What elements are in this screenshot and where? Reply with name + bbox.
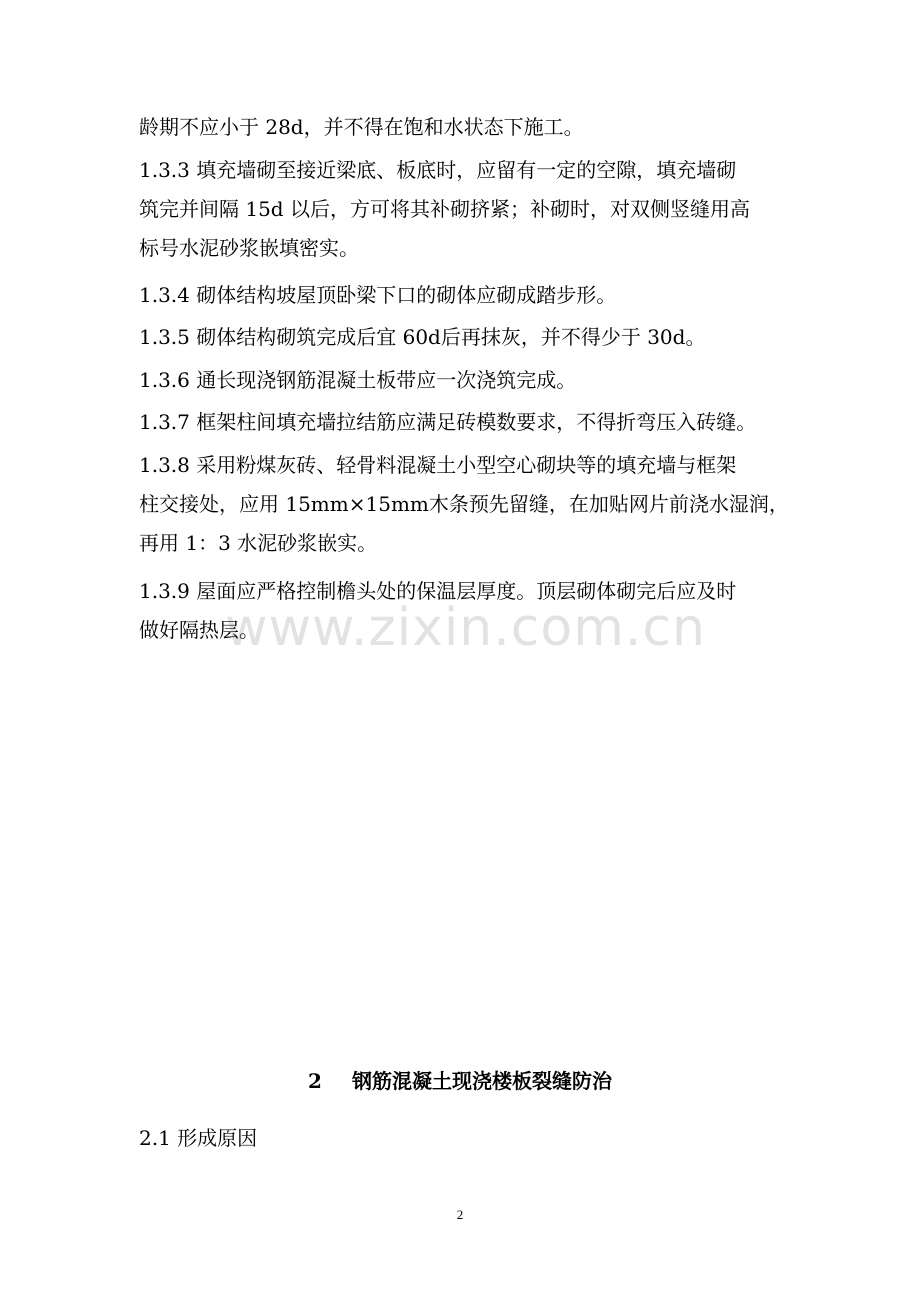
text-line: 1.3.7 框架柱间填充墙拉结筋应满足砖模数要求，不得折弯压入砖缝。 [139,410,757,434]
paragraph [139,446,789,563]
text-line: 1.3.8 采用粉煤灰砖、轻骨料混凝土小型空心砌块等的填充墙与框架 [139,453,737,477]
text-line: 柱交接处，应用 15mm×15mm木条预先留缝，在加贴网片前浇水湿润， [139,492,789,516]
paragraph [139,572,789,650]
text-line: 1.3.4 砌体结构坡屋顶卧梁下口的砌体应砌成踏步形。 [139,283,617,307]
text-line: 筑完并间隔 15d 以后，方可将其补砌挤紧；补砌时，对双侧竖缝用高 [139,197,750,221]
section-number: 2 [308,1069,322,1093]
text-line: 1.3.6 通长现浇钢筋混凝土板带应一次浇筑完成。 [139,368,577,392]
paragraph [139,403,789,442]
text-line: 标号水泥砂浆嵌填密实。 [139,236,359,260]
text-line: 做好隔热层。 [139,618,259,642]
text-line: 再用 1：3 水泥砂浆嵌实。 [139,531,378,555]
page-number: 2 [456,1207,464,1222]
text-line: 龄期不应小于 28d，并不得在饱和水状态下施工。 [139,115,584,139]
text-line: 1.3.3 填充墙砌至接近梁底、板底时，应留有一定的空隙，填充墙砌 [139,158,737,182]
paragraph [139,318,789,357]
subsection-heading: 2.1 形成原因 [139,1126,258,1150]
paragraph [139,108,789,147]
text-line: 1.3.9 屋面应严格控制檐头处的保温层厚度。顶层砌体砌完后应及时 [139,579,737,603]
paragraph [139,151,789,268]
text-line: 1.3.5 砌体结构砌筑完成后宜 60d后再抹灰，并不得少于 30d。 [139,325,706,349]
section-heading [0,1066,920,1096]
section-title: 钢筋混凝土现浇楼板裂缝防治 [351,1069,612,1093]
paragraph [139,361,789,400]
watermark: www.zixin.com.cn [225,598,706,658]
paragraph [139,276,789,315]
